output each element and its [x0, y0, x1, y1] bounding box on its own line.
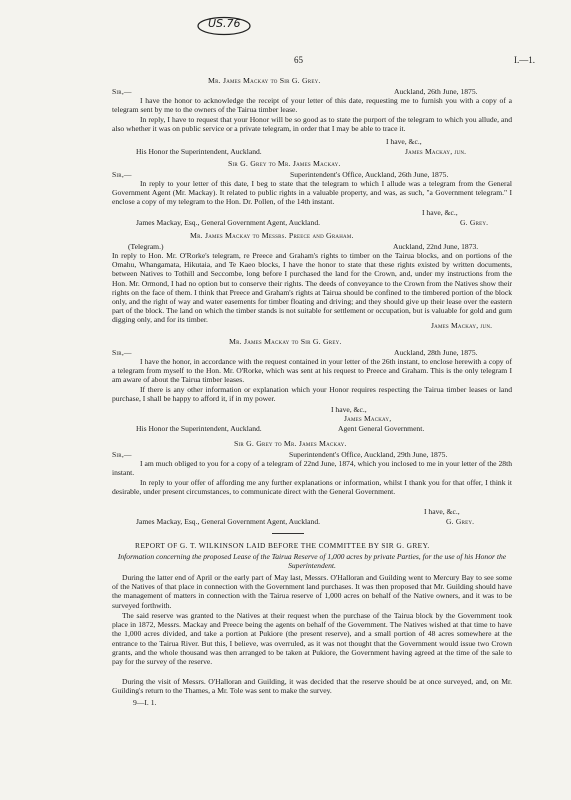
letter3-signature: James Mackay, jun.	[431, 321, 493, 330]
letter4-date: Auckland, 28th June, 1875.	[394, 348, 478, 357]
page-footer: 9—I. 1.	[133, 698, 157, 707]
letter4-salutation: Sir,—	[112, 348, 132, 357]
letter3-date: Auckland, 22nd June, 1873.	[393, 242, 479, 251]
letter1-body: I have the honor to acknowledge the receipt of your letter of this date, requesting me to furnish you with a copy of a telegram sent by me to the owners of the Tairua timber lease.	[112, 96, 512, 115]
page-ref: I.—1.	[514, 55, 535, 65]
letter2-salutation: Sir,—	[112, 170, 132, 179]
letter4-title: Mr. James Mackay to Sir G. Grey.	[229, 337, 342, 346]
letter3-title: Mr. James Mackay to Messrs. Preece and Graham.	[190, 231, 354, 240]
letter1-title: Mr. James Mackay to Sir G. Grey.	[208, 76, 321, 85]
letter1-date: Auckland, 26th June, 1875.	[394, 87, 478, 96]
letter5-body2: In reply to your offer of affording me any further explanations or information, whilst I thank you for that offer, I think it desirable, under present circumstances, to communicate direct with the General Government.	[112, 478, 512, 497]
report-paragraph-2: The said reserve was granted to the Natives at their request when the purchase of the Tairua block by the Government took place in 1872, Messrs. Mackay and Preece being the agents on behalf of the Government. The Natives wished at that time to have the 1,000 acres divided, and take a portion at Pukiore (the present reserve), and a small portion of 48 acres somewhere at the entrance to the Tairua River. But this, I believe, was overruled, as it was not thought that the Government would issue two Crown grants, and the whole thousand was then arranged to be taken at Pukiore, the Government having agreed at the time of the sale to pay for the survey of the reserve.	[112, 611, 512, 667]
letter4-body2: If there is any other information or explanation which your Honor requires respecting the Tairua timber leases or land purchase, I shall be happy to afford it, if in my power.	[112, 385, 512, 404]
letter2-body: In reply to your letter of this date, I beg to state that the telegram to which I allude was a telegram from the General Government Agent (Mr. Mackay). It related to public rights in a valuable property, and was, as such, "a Government telegram." I enclose a copy of my telegram to the Hon. Dr. Pollen, of the 14th instant.	[112, 179, 512, 207]
report-subtitle: Information concerning the proposed Lease of the Tairua Reserve of 1,000 acres by private Parties, for the use of his Honor the Superintendent.	[117, 552, 507, 571]
report-paragraph-1: During the latter end of April or the early part of May last, Messrs. O'Halloran and Guilding went to Mercury Bay to see some of the Natives of that place in connection with the Government land purchases. It was then proposed that Mr. Guilding should have the management of matters in connection with the Tairua reserve of 1,000 acres on behalf of the Native owners, and it was to be surveyed forthwith.	[112, 573, 512, 610]
letter5-addressee: James Mackay, Esq., General Government Agent, Auckland.	[136, 517, 321, 526]
letter2-signature: G. Grey.	[460, 218, 489, 227]
letter2-title: Sir G. Grey to Mr. James Mackay.	[228, 159, 341, 168]
letter5-body: I am much obliged to you for a copy of a telegram of 22nd June, 1874, which you inclosed to me in your letter of the 28th instant.	[112, 459, 512, 478]
letter2-date: Superintendent's Office, Auckland, 26th June, 1875.	[290, 170, 449, 179]
letter3-body: In reply to Hon. Mr. O'Rorke's telegram, re Preece and Graham's rights to timber on the Tairua blocks, and on portions of the Omahu, Whangamata, Hikutaia, and Te Kaeo blocks, I have the honor to state that these rights existed by written documents, between Natives to Tothill and Seccombe, long before I purchased the land for the Crown, and, under my instructions from the Hon. Mr. Ormond, I had no option but to conserve their rights. The deeds of conveyance to the Crown from the Natives show their rights on the face of them. I think that Preece and Graham's rights at Tairua should be confined to the timbered portion of the block only, and the right of way and water easements for timber floating and driving; and they should give up their lease over the eastern part of the block. The land on which the timber stands is not suitable for settlement or occupation, but is valuable for gold and gum digging only, and for its timber.	[112, 251, 512, 325]
letter1-salutation: Sir,—	[112, 87, 132, 96]
letter4-sig-title: Agent General Government.	[338, 424, 425, 433]
letter4-closing: I have, &c.,	[331, 405, 367, 414]
letter5-salutation: Sir,—	[112, 450, 132, 459]
letter4-signature: James Mackay,	[344, 414, 392, 423]
letter3-type: (Telegram.)	[128, 242, 164, 251]
letter1-closing: I have, &c.,	[386, 137, 422, 146]
letter2-addressee: James Mackay, Esq., General Government Agent, Auckland.	[136, 218, 321, 227]
section-divider	[272, 533, 304, 534]
handwritten-annotation: US.76	[208, 17, 241, 30]
letter5-signature: G. Grey.	[446, 517, 475, 526]
letter2-closing: I have, &c.,	[422, 208, 458, 217]
page-number: 65	[294, 55, 303, 65]
report-title: REPORT OF G. T. WILKINSON LAID BEFORE THE COMMITTEE BY SIR G. GREY.	[135, 541, 430, 550]
letter4-body: I have the honor, in accordance with the request contained in your letter of the 26th instant, to enclose herewith a copy of a telegram from myself to the Hon. Mr. O'Rorke, which was sent at his request to Preece and Graham. This is the only telegram I am aware of about the Tairua timber leases.	[112, 357, 512, 385]
letter1-signature: James Mackay, jun.	[405, 147, 467, 156]
letter5-date: Superintendent's Office, Auckland, 29th June, 1875.	[289, 450, 448, 459]
letter5-closing: I have, &c.,	[424, 507, 460, 516]
report-paragraph-3: During the visit of Messrs. O'Halloran and Guilding, it was decided that the reserve should be at once surveyed, and, on Mr. Guilding's return to the Thames, a Mr. Tole was sent to make the survey.	[112, 677, 512, 696]
letter4-addressee: His Honor the Superintendent, Auckland.	[136, 424, 262, 433]
letter5-title: Sir G. Grey to Mr. James Mackay.	[234, 439, 347, 448]
letter1-addressee: His Honor the Superintendent, Auckland.	[136, 147, 262, 156]
letter1-body2: In reply, I have to request that your Honor will be so good as to state the purport of the telegram to which you allude, and also whether it was on public service or a private telegram, in order that I may be able to trace it.	[112, 115, 512, 134]
